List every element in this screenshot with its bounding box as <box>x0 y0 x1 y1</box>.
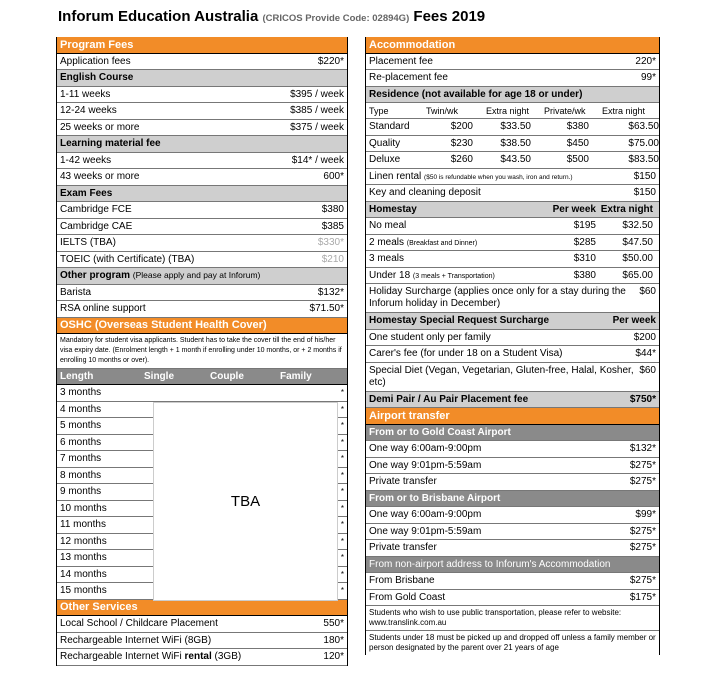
month-row: 11 months * <box>57 517 347 534</box>
service-row: Rechargeable Internet WiFi (8GB) 180* <box>57 633 347 650</box>
fee-row: 1-42 weeks $14* / week <box>57 153 347 170</box>
month-row: 12 months * <box>57 534 347 551</box>
other-program-row: RSA online support $71.50* <box>57 301 347 318</box>
month-row: 13 months * <box>57 550 347 567</box>
brisbane-rows <box>366 507 659 557</box>
month-row: 4 months * <box>57 402 347 419</box>
fee-row: Cambridge CAE $385 <box>57 219 347 236</box>
program-fees-list <box>57 54 347 269</box>
transfer-row: From Brisbane $275* <box>366 573 659 590</box>
oshc-note: Mandatory for student visa applicants. Student has to take the cover till the end of his/her visa expiry date. (Enrolment length + 1 month if enrolling under 10 months, or + 2 months if enrolling 10 months or over). <box>57 334 347 369</box>
fee-row: 43 weeks or more 600* <box>57 169 347 186</box>
month-row: 5 months * <box>57 418 347 435</box>
program-fees-header: Program Fees <box>57 37 347 54</box>
transport-note: Students who wish to use public transportation, please refer to website: www.translink.com.au <box>366 606 659 631</box>
month-row: 10 months * <box>57 501 347 518</box>
homestay-rows <box>366 218 659 284</box>
transfer-row: One way 6:00am-9:00pm $99* <box>366 507 659 524</box>
pickup-note: Students under 18 must be picked up and dropped off unless a family member or person designated by the parent over 21 years of age <box>369 633 656 652</box>
transfer-row: Private transfer $275* <box>366 540 659 557</box>
right-column <box>365 37 660 655</box>
residence-row: Standard $200 $33.50 $380 $63.50 <box>366 119 659 136</box>
asterisk-mark: * <box>340 586 344 596</box>
residence-column-headers: Type Twin/wk Extra night Private/wk Extra night <box>366 103 659 119</box>
transfer-row: Private transfer $275* <box>366 474 659 491</box>
month-row: 8 months * <box>57 468 347 485</box>
gold-coast-header: From or to Gold Coast Airport <box>366 425 659 442</box>
other-program-header: Other program (Please apply and pay at Inforum) <box>57 268 347 285</box>
asterisk-mark: * <box>340 437 344 447</box>
fee-row: Application fees $220* <box>57 54 347 71</box>
asterisk-mark: * <box>340 404 344 414</box>
cricos-code: (CRICOS Provide Code: 02894G) <box>262 13 410 24</box>
fee-row: Cambridge FCE $380 <box>57 202 347 219</box>
other-program-row: Barista $132* <box>57 285 347 302</box>
transfer-row: One way 6:00am-9:00pm $132* <box>366 441 659 458</box>
airport-transfer-header: Airport transfer <box>366 408 659 425</box>
fee-row: TOEIC (with Certificate) (TBA) $210 <box>57 252 347 269</box>
homestay-row: No meal $195 $32.50 <box>366 218 659 235</box>
asterisk-mark: * <box>340 569 344 579</box>
brisbane-header: From or to Brisbane Airport <box>366 491 659 508</box>
asterisk-mark: * <box>340 454 344 464</box>
asterisk-mark: * <box>340 421 344 431</box>
asterisk-mark: * <box>340 520 344 530</box>
residence-header: Residence (not available for age 18 or under) <box>366 87 659 104</box>
transfer-row: One way 9:01pm-5:59am $275* <box>366 524 659 541</box>
asterisk-mark: * <box>340 470 344 480</box>
homestay-row: 2 meals (Breakfast and Dinner) $285 $47.50 <box>366 235 659 252</box>
month-row: 7 months * <box>57 451 347 468</box>
non-airport-header: From non-airport address to Inforum's Accommodation <box>366 557 659 574</box>
fee-row: Exam Fees <box>57 186 347 203</box>
transfer-row: From Gold Coast $175* <box>366 590 659 607</box>
transfer-row: One way 9:01pm-5:59am $275* <box>366 458 659 475</box>
residence-row: Deluxe $260 $43.50 $500 $83.50 <box>366 152 659 169</box>
other-program-list <box>57 285 347 318</box>
homestay-header: Homestay Per week Extra night <box>366 202 659 219</box>
fee-row: 25 weeks or more $375 / week <box>57 120 347 137</box>
tba-box: TBA <box>153 402 338 601</box>
other-services-header: Other Services <box>57 600 347 617</box>
residence-rows <box>366 119 659 169</box>
key-deposit-row: Key and cleaning deposit $150 <box>366 185 659 202</box>
month-row: 9 months * <box>57 484 347 501</box>
asterisk-mark: * <box>340 536 344 546</box>
homestay-row: Under 18 (3 meals + Transportation) $380 $65.00 <box>366 268 659 285</box>
month-row: 14 months * <box>57 567 347 584</box>
asterisk-mark: * <box>340 553 344 563</box>
asterisk-mark: * <box>340 503 344 513</box>
oshc-header: OSHC (Overseas Student Health Cover) <box>57 318 347 335</box>
fee-row: English Course <box>57 70 347 87</box>
asterisk-mark: * <box>340 388 344 398</box>
special-row: One student only per family $200 <box>366 330 659 347</box>
page-title <box>58 8 485 25</box>
residence-row: Quality $230 $38.50 $450 $75.00 <box>366 136 659 153</box>
month-row: 6 months * <box>57 435 347 452</box>
special-row: Special Diet (Vegan, Vegetarian, Gluten-free, Halal, Kosher, etc) $60 <box>366 363 659 392</box>
month-row: 3 months * <box>57 385 347 402</box>
placement-row: Re-placement fee 99* <box>366 70 659 87</box>
asterisk-mark: * <box>340 487 344 497</box>
homestay-row: 3 meals $310 $50.00 <box>366 251 659 268</box>
service-row: Local School / Childcare Placement 550* <box>57 616 347 633</box>
fee-row: Learning material fee <box>57 136 347 153</box>
accommodation-header: Accommodation <box>366 37 659 54</box>
demi-pair-row: Demi Pair / Au Pair Placement fee $750* <box>366 392 659 409</box>
fee-row: 1-11 weeks $395 / week <box>57 87 347 104</box>
gold-coast-rows <box>366 441 659 491</box>
special-request-header: Homestay Special Request Surcharge Per week <box>366 313 659 330</box>
fee-row: IELTS (TBA) $330* <box>57 235 347 252</box>
fees-year: Fees 2019 <box>413 8 486 25</box>
holiday-surcharge-row: Holiday Surcharge (applies once only for a stay during the Inforum holiday in December) $60 <box>366 284 659 313</box>
length-header-row: Length Single Couple Family <box>57 369 347 385</box>
service-row: Rechargeable Internet WiFi rental (3GB) 120* <box>57 649 347 666</box>
fee-row: 12-24 weeks $385 / week <box>57 103 347 120</box>
brand-name: Inforum Education Australia <box>58 8 259 25</box>
special-row: Carer's fee (for under 18 on a Student Visa) $44* <box>366 346 659 363</box>
linen-row: Linen rental ($50 is refundable when you wash, iron and return.) $150 <box>366 169 659 186</box>
month-row: 15 months * <box>57 583 347 600</box>
non-airport-rows <box>366 573 659 606</box>
placement-row: Placement fee 220* <box>366 54 659 71</box>
